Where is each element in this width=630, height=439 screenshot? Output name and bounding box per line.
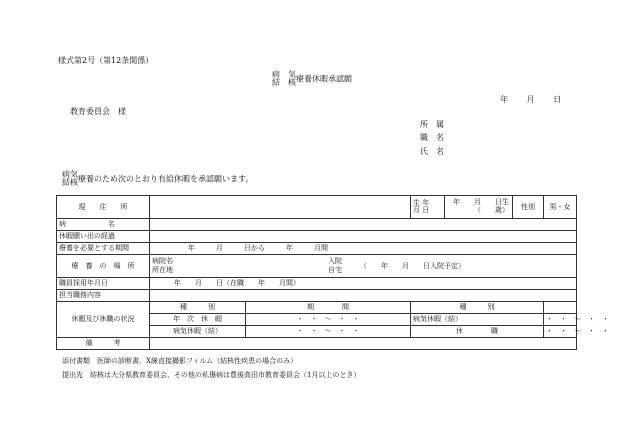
title-choice [272,71,296,88]
suspension-label: 休 職 [411,326,544,338]
annual-leave-period[interactable]: ・ ・ ～ ・ ・ [246,314,411,326]
birth-field[interactable] [445,196,544,219]
history-field[interactable] [150,231,577,243]
date-line [500,96,561,104]
title-option-tb: 結 核 [272,78,296,88]
attachments-note: 添付書類 医師の診断書、X線直接撮影フィルム（結核性疾患の場合のみ） [62,357,298,365]
place-label: 療 養 の 場 所 [57,255,150,278]
remarks-field[interactable] [150,338,577,350]
leave-type-header-2: 種 別 [411,302,544,314]
address-field[interactable] [150,196,411,219]
duty-field[interactable] [150,290,577,302]
birth-value: 年 月 日生 [453,198,510,206]
sick-leave-label: 病気休暇（結） [150,326,246,338]
sick-leave-tb-label: 病気休暇（結） [411,314,544,326]
gender-field[interactable]: 男・女 [544,196,577,219]
gender-label: 性別 [512,196,543,218]
sick-leave-tb-period[interactable]: ・ ・ ～ ・ ・ [544,314,577,326]
history-label: 休暇願い出の経過 [57,231,150,243]
leave-status-label: 休暇及び休職の状況 [57,302,150,338]
title-suffix: 療養休暇承認願 [296,74,352,84]
form-number: 様式第2号（第12条関係） [58,56,154,65]
statement [62,171,253,188]
suspension-period[interactable]: ・ ・ ～ ・ ・ [544,326,577,338]
date-month: 月 [526,95,535,104]
period-field[interactable]: 年 月 日から 年 月間 [150,243,577,255]
annual-leave-label: 年 次 休 暇 [150,314,246,326]
hire-label: 職員採用年月日 [57,278,150,290]
submit-note: 提出先 結核は大分県教育委員会、その他の私傷病は豊後高田市教育委員会（1月以上のとき） [62,371,361,379]
statement-text: 療養のため次のとおり有給休暇を承認願います。 [78,174,254,184]
hospital-address-label: 所在地 [152,266,173,274]
statement-choice [62,171,78,188]
sick-leave-period[interactable]: ・ ・ ～ ・ ・ [246,326,411,338]
date-day: 日 [553,95,562,104]
title [272,71,352,88]
place-field[interactable] [150,255,577,278]
applicant-name-label: 氏 名 [420,147,444,156]
date-year: 年 [500,95,508,104]
statement-option-sick: 病気 [62,170,78,179]
address-label: 現 住 所 [57,196,150,219]
application-table [56,195,610,350]
period-label: 療養を必要とする期間 [57,243,150,255]
applicant-post-label: 職 名 [420,133,444,142]
applicant-dept-label: 所 属 [420,120,444,129]
inpatient-option[interactable]: 入院 [328,257,342,265]
admission-date: （ 年 月 日入院予定） [360,262,465,270]
age-value: （ 歳） [474,206,510,215]
addressee: 教育委員会 様 [70,107,126,116]
leave-type-header: 種 別 [150,302,246,314]
birth-label: 生 年 月 日 [411,196,445,219]
leave-period-header-2 [544,302,577,314]
remarks-label: 備 考 [57,338,150,350]
disease-label: 病 名 [57,219,150,231]
statement-option-tb: 結核 [62,178,78,188]
hire-field[interactable]: 年 月 日（在職 年 月間） [150,278,577,290]
leave-period-header: 期 間 [246,302,411,314]
title-option-sick: 病 気 [272,70,296,79]
duty-label: 担当職務内容 [57,290,150,302]
hospital-name-label: 病院名 [152,257,173,265]
home-option[interactable]: 自宅 [328,266,342,274]
disease-field[interactable] [150,219,577,231]
